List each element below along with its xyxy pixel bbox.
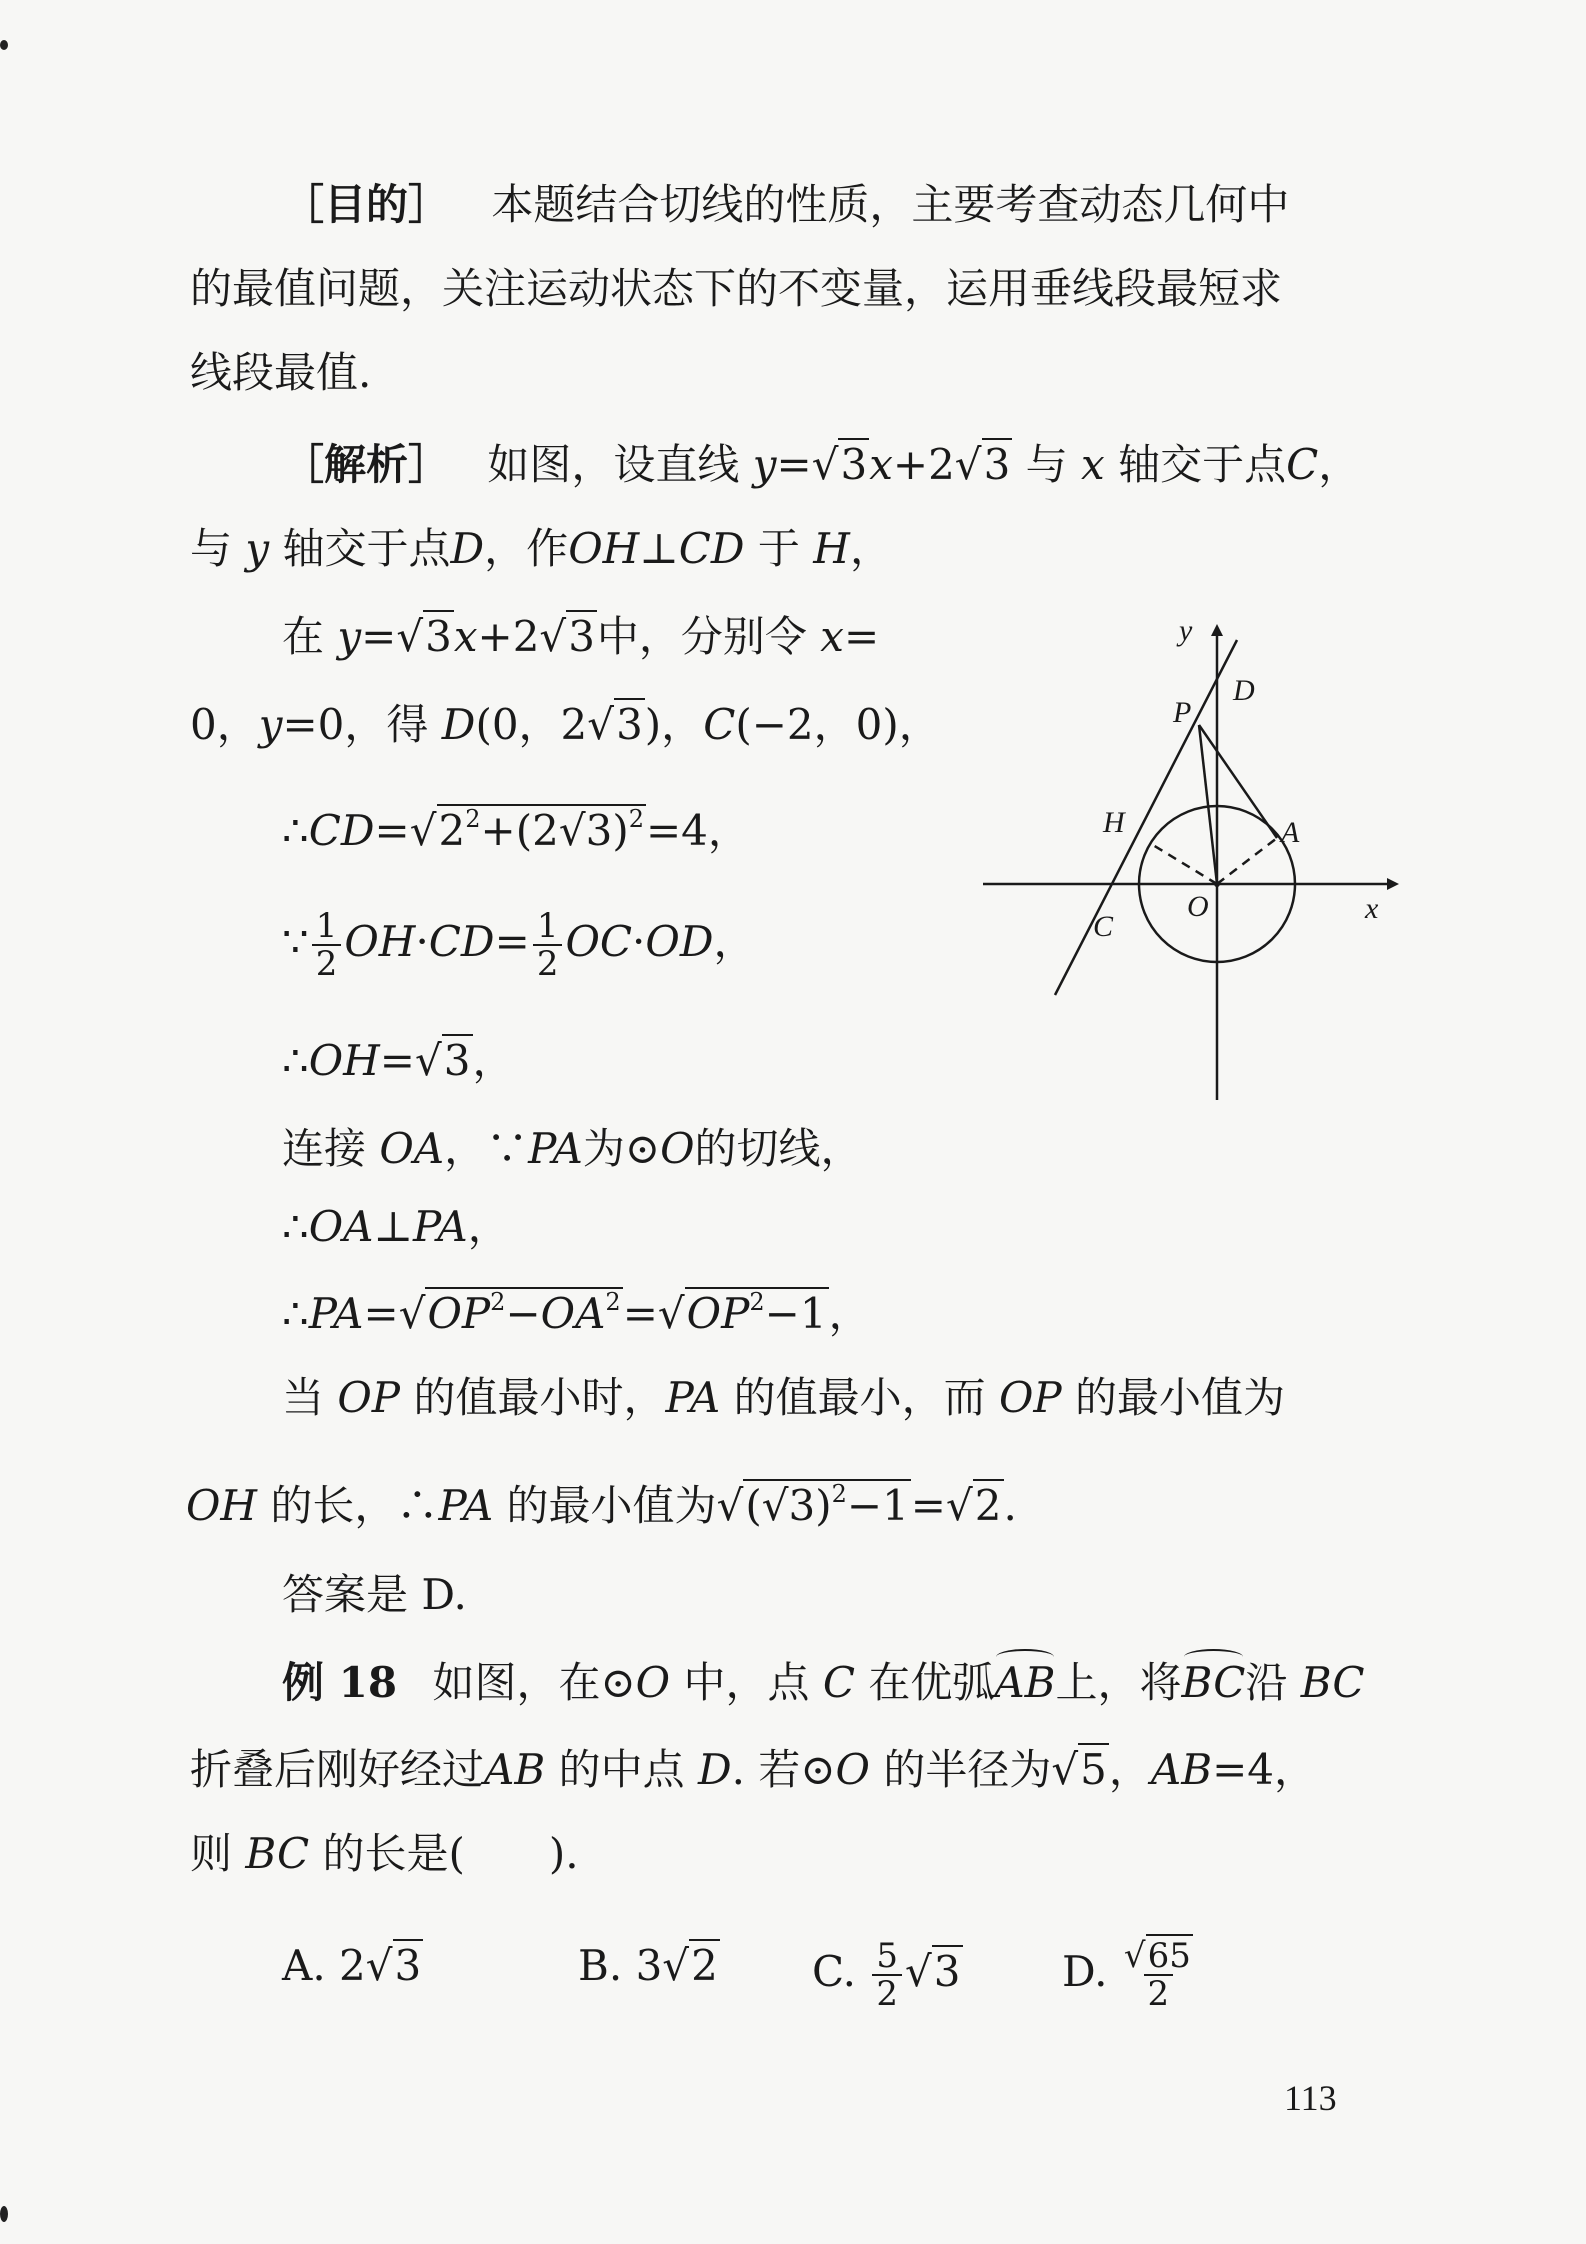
purpose-line-3: 线段最值.: [190, 348, 372, 397]
geometry-figure: [975, 620, 1415, 1110]
analysis-answer: 答案是 D.: [282, 1570, 467, 1619]
label-a: A: [1281, 816, 1300, 849]
origin-point: [1214, 881, 1220, 887]
analysis-line-1: ［解析］ 如图，设直线 y=√3x+2√3 与 x 轴交于点C，: [282, 440, 1361, 489]
label-p: P: [1173, 696, 1192, 729]
analysis-line-4: 0，y=0，得 D(0，2√3)，C(−2，0)，: [190, 700, 941, 749]
option-a: A. 2√3: [282, 1941, 422, 1990]
label-c: C: [1093, 910, 1114, 943]
example-label: 例 18: [282, 1658, 398, 1707]
label-x: x: [1365, 892, 1379, 925]
scan-edge-mark: [0, 2206, 8, 2222]
analysis-line-5: $\therefore CD=√2^2+(2√3)^2=4$，: [282, 805, 750, 855]
purpose-line-2: 的最值问题，关注运动状态下的不变量，运用垂线段最短求: [190, 264, 1283, 313]
example-line-3: 则 BC 的长是( ).: [190, 1829, 579, 1878]
analysis-line-12: OH 的长，∴PA 的最小值为$√(√3)^2-1=√2$.: [186, 1480, 1017, 1530]
analysis-line-2: 与 y 轴交于点D，作OH⊥CD 于 H，: [190, 524, 892, 573]
analysis-line-8: 连接 OA，∵PA为⊙O的切线，: [282, 1124, 863, 1173]
purpose-label: ［目的］: [282, 180, 451, 229]
option-d: D. $\frac{√65}{2}$: [1062, 1936, 1191, 2014]
analysis-line-11: 当 OP 的值最小时，PA 的值最小，而 OP 的最小值为: [282, 1373, 1286, 1422]
segment-oa: [1217, 838, 1277, 884]
analysis-label: ［解析］: [282, 440, 451, 489]
x-axis-arrow: [1387, 878, 1399, 890]
analysis-line-3: 在 y=√3x+2√3中，分别令 x=: [282, 612, 880, 661]
analysis-line-9: ∴OA⊥PA，: [282, 1202, 510, 1251]
purpose-line-1: ［目的］ 本题结合切线的性质，主要考查动态几何中: [282, 180, 1290, 229]
example-line-1: 例 18 如图，在⊙O 中，点 C 在优弧AB上，将BC沿 BC: [282, 1655, 1364, 1711]
segment-oh: [1153, 845, 1217, 884]
label-o: O: [1187, 890, 1209, 923]
y-axis-arrow: [1211, 624, 1223, 636]
analysis-line-6: ∵ $\frac{1}{2}$ OH·CD= $\frac{1}{2}$ OC·OD，: [282, 906, 756, 984]
label-h: H: [1103, 806, 1125, 839]
option-c: C. $\frac{5}{2}$ √3: [812, 1936, 961, 2014]
label-d: D: [1233, 674, 1255, 707]
option-b: B. 3√2: [578, 1941, 718, 1990]
analysis-line-7: ∴OH=√3，: [282, 1036, 515, 1085]
example-line-2: 折叠后刚好经过AB 的中点 D. 若⊙O 的半径为√5，AB=4，: [190, 1745, 1316, 1794]
label-y: y: [1179, 620, 1193, 647]
analysis-line-10: $\therefore PA=√OP^2-OA^2=√OP^2-1$，: [282, 1288, 871, 1338]
page-number: 113: [1284, 2078, 1337, 2118]
scan-edge-mark: [0, 40, 8, 50]
